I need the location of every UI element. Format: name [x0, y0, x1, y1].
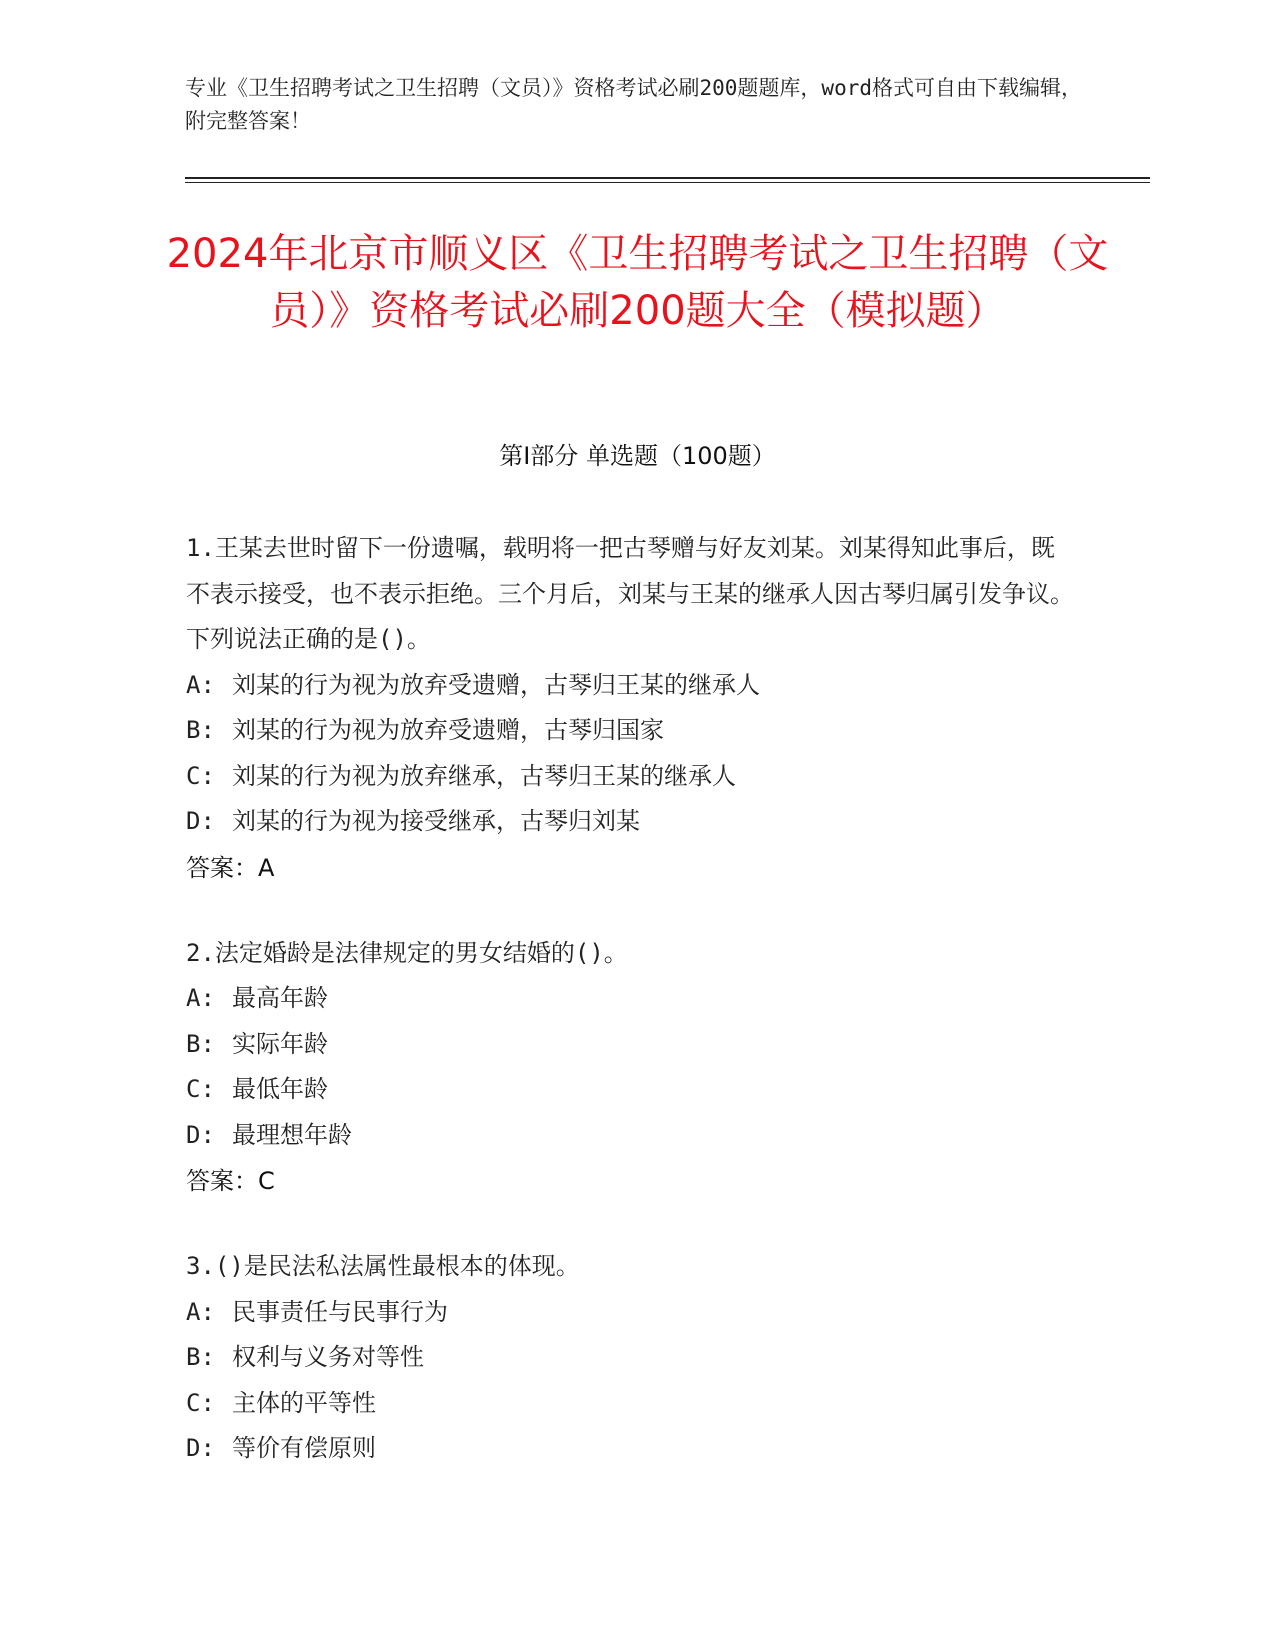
option-text: 最低年龄: [232, 1075, 328, 1103]
option-letter: B:: [186, 1343, 215, 1371]
option-c: [186, 754, 1076, 800]
option-c: [186, 1381, 1076, 1427]
question-list: [186, 526, 1076, 1512]
question-stem: 1.王某去世时留下一份遗嘱，载明将一把古琴赠与好友刘某。刘某得知此事后，既不表示接受，也不表示拒绝。三个月后，刘某与王某的继承人因古琴归属引发争议。下列说法正确的是()。: [186, 534, 1074, 653]
option-d: [186, 1113, 1076, 1159]
option-text: 最高年龄: [232, 984, 328, 1012]
option-text: 权利与义务对等性: [232, 1343, 424, 1371]
option-d: [186, 1426, 1076, 1472]
option-text: 民事责任与民事行为: [232, 1297, 448, 1326]
option-text: 刘某的行为视为放弃受遗赠，古琴归国家: [232, 716, 664, 744]
option-letter: C:: [186, 1388, 215, 1417]
option-text: 主体的平等性: [232, 1388, 376, 1417]
header-rule: [185, 177, 1150, 179]
question-item: [186, 526, 1076, 891]
option-letter: A:: [186, 670, 215, 699]
option-letter: D:: [186, 1120, 215, 1149]
option-d: [186, 799, 1076, 845]
question-stem: 3.()是民法私法属性最根本的体现。: [186, 1252, 580, 1280]
option-text: 刘某的行为视为放弃继承，古琴归王某的继承人: [232, 761, 736, 790]
option-text: 等价有偿原则: [232, 1434, 376, 1462]
answer-line: 答案：A: [186, 853, 275, 882]
option-letter: C:: [186, 1075, 215, 1103]
option-text: 刘某的行为视为接受继承，古琴归刘某: [232, 807, 640, 835]
answer-line: 答案：C: [186, 1167, 275, 1195]
option-a: [186, 976, 1076, 1022]
question-item: [186, 931, 1076, 1205]
option-b: [186, 1022, 1076, 1068]
question-item: [186, 1244, 1076, 1472]
question-stem: 2.法定婚龄是法律规定的男女结婚的()。: [186, 938, 628, 967]
option-b: [186, 1335, 1076, 1381]
option-letter: B:: [186, 716, 215, 744]
option-letter: C:: [186, 761, 215, 790]
option-a: [186, 1290, 1076, 1336]
option-text: 实际年龄: [232, 1029, 328, 1058]
option-letter: A:: [186, 1297, 215, 1326]
header-note: 专业《卫生招聘考试之卫生招聘（文员）》资格考试必刷200题题库，word格式可自由下载编辑，附完整答案！: [185, 76, 1082, 133]
option-c: [186, 1067, 1076, 1113]
option-a: [186, 663, 1076, 709]
option-text: 最理想年龄: [232, 1120, 352, 1149]
option-b: [186, 708, 1076, 754]
option-letter: D:: [186, 1434, 215, 1462]
option-letter: A:: [186, 984, 215, 1012]
option-letter: D:: [186, 807, 215, 835]
section-heading: 第Ⅰ部分 单选题（100题）: [499, 442, 776, 470]
document-title: 2024年北京市顺义区《卫生招聘考试之卫生招聘（文员）》资格考试必刷200题大全（模拟题）: [166, 231, 1109, 334]
option-letter: B:: [186, 1029, 215, 1058]
header-rule-thin: [185, 182, 1150, 183]
option-text: 刘某的行为视为放弃受遗赠，古琴归王某的继承人: [232, 670, 760, 699]
